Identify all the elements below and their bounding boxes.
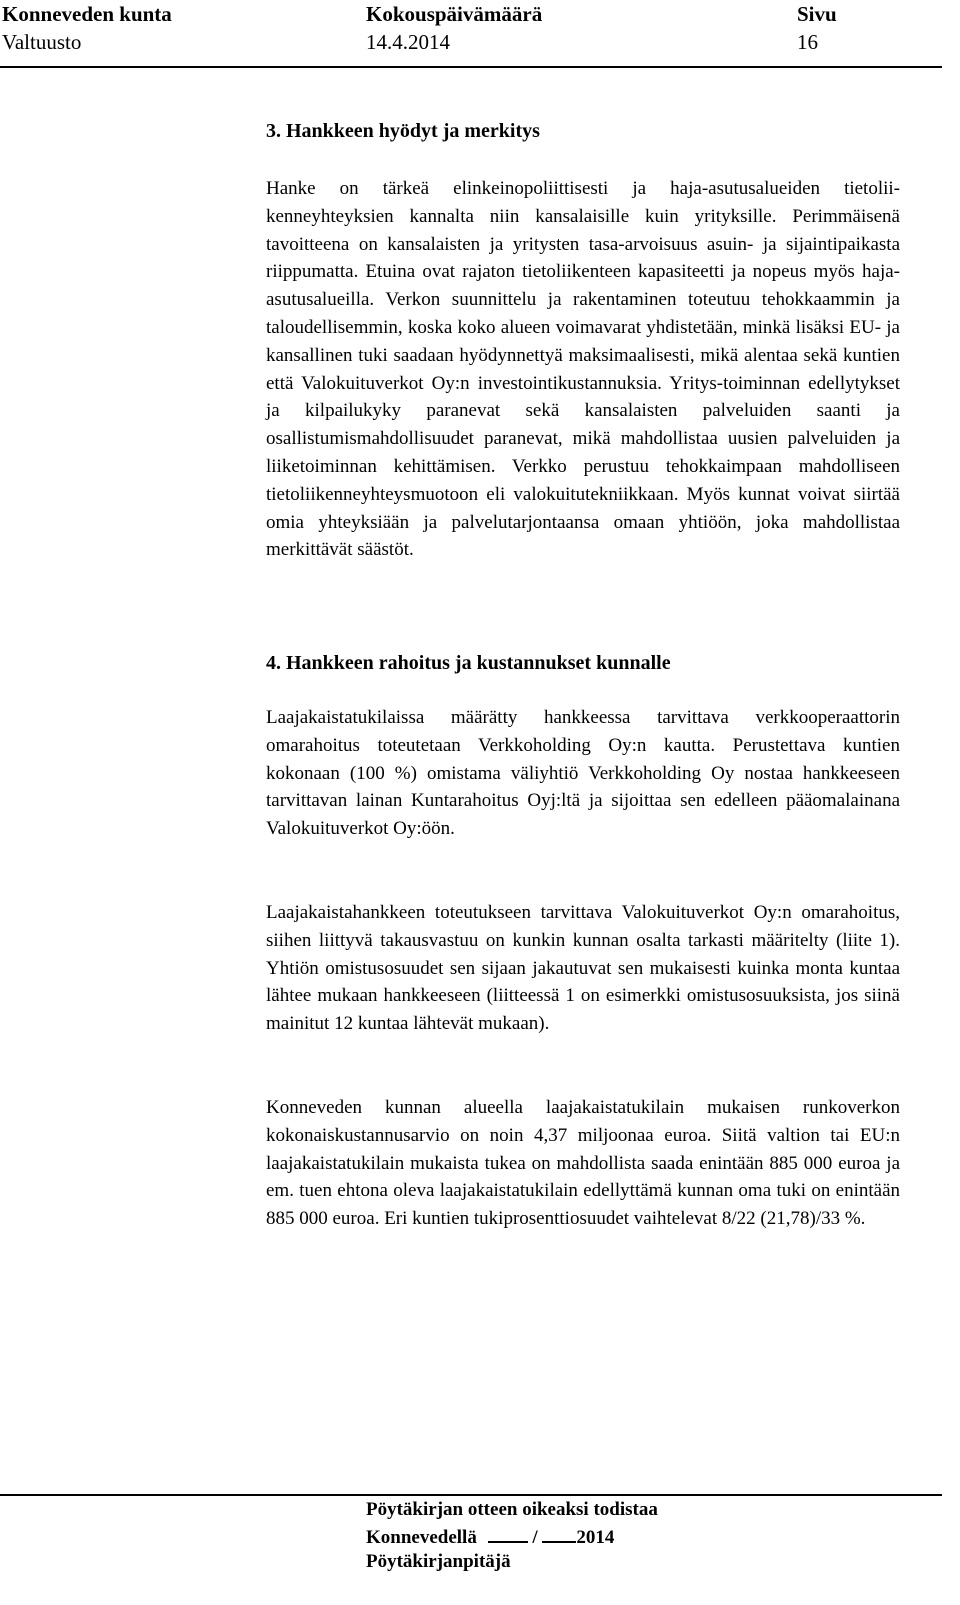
certification-line: Pöytäkirjan otteen oikeaksi todistaa	[366, 1499, 658, 1520]
section-4-paragraph-1: Laajakaistatukilaissa määrätty hankkeessa tarvittava verkkooperaattorin omarahoitus toteutetaan Verkkoholding Oy:n kautta. Perustettava kuntien kokonaan (100 %) omistama väliyhtiö Verkkoholding Oy nostaa hankkeeseen tarvittavan lainan Kuntarahoitus Oyj:ltä ja sijoittaa sen edelleen pääomalainana Valokuituverkot Oy:öön.	[266, 707, 900, 840]
section-4-heading: 4. Hankkeen rahoitus ja kustannukset kunnalle	[266, 652, 671, 674]
header-divider	[0, 66, 942, 68]
organization-value: Valtuusto	[2, 30, 82, 54]
date-separator: /	[532, 1527, 538, 1548]
certification-place-date	[366, 1523, 614, 1551]
section-3-paragraph: Hanke on tärkeä elinkeinopoliittisesti ja haja-asutusalueiden tietoliikenneyhteyksien kannalta niin kansalaisille kuin yrityksille. Perimmäisenä tavoitteena on kansalaisten ja yritysten tasa-arvoisuus asuin- ja sijaintipaikasta riippumatta. Etuina ovat rajaton tietoliikenteen kapasiteetti ja nopeus myös haja-asutusalueilla. Verkon suunnittelu ja rakentaminen toteutuu tehokkaammin ja taloudellisemmin, koska koko alueen voimavarat yhdistetään, minkä lisäksi EU- ja kansallinen tuki saadaan hyödynnettyä maksimaalisesti, mikä alentaa sekä kuntien että Valokuituverkot Oy:n investointikustannuksia. Yritys-toiminnan edellytykset ja kilpailukyky paranevat sekä kansalaisten palveluiden saanti ja osallistumismahdollisuudet paranevat, mikä mahdollistaa uusien palveluiden ja liiketoiminnan kehittämisen. Verkko perustuu tehokkaimpaan mahdolliseen tietoliikenneyhteysmuotoon eli valokuitutekniikkaan. Myös kunnat voivat siirtää omia yhteyksiään ja palvelutarjontaansa omaan yhtiöön, joka mahdollistaa merkittävät säästöt.	[266, 178, 900, 561]
section-3-heading: 3. Hankkeen hyödyt ja merkitys	[266, 120, 540, 142]
footer-divider	[0, 1494, 942, 1496]
page-number: 16	[797, 30, 818, 54]
organization-label: Konneveden kunta	[2, 2, 172, 26]
section-4-paragraph-3: Konneveden kunnan alueella laajakaistatukilain mukaisen runkoverkon kokonaiskustannusarvio on noin 4,37 miljoonaa euroa. Siitä valtion tai EU:n laajakaistatukilain mukaista tukea on mahdollista saada enintään 885 000 euroa ja em. tuen ehtona oleva laajakaistatukilain edellyttämä kunnan oma tuki on enintään 885 000 euroa. Eri kuntien tukiprosenttiosuudet vaihtelevat 8/22 (21,78)/33 %.	[266, 1097, 900, 1230]
meeting-date-label: Kokouspäivämäärä	[366, 2, 543, 26]
page-label: Sivu	[797, 2, 837, 26]
section-4-paragraph-2: Laajakaistahankkeen toteutukseen tarvittava Valokuituverkot Oy:n omarahoitus, siihen liittyvä takausvastuu on kunkin kunnan osalta tarkasti määritelty (liite 1). Yhtiön omistusosuudet sen sijaan jakautuvat sen mukaisesti kuinka monta kuntaa lähtee mukaan hankkeeseen (liitteessä 1 on esimerkki omistusosuuksista, jos siinä mainitut 12 kuntaa lähtevät mukaan).	[266, 902, 900, 1035]
certification-place: Konnevedellä	[366, 1527, 477, 1548]
month-blank	[542, 1523, 576, 1543]
secretary-label: Pöytäkirjanpitäjä	[366, 1551, 511, 1572]
day-blank	[488, 1523, 528, 1543]
certification-year: 2014	[576, 1527, 615, 1548]
meeting-date-value: 14.4.2014	[366, 30, 450, 54]
